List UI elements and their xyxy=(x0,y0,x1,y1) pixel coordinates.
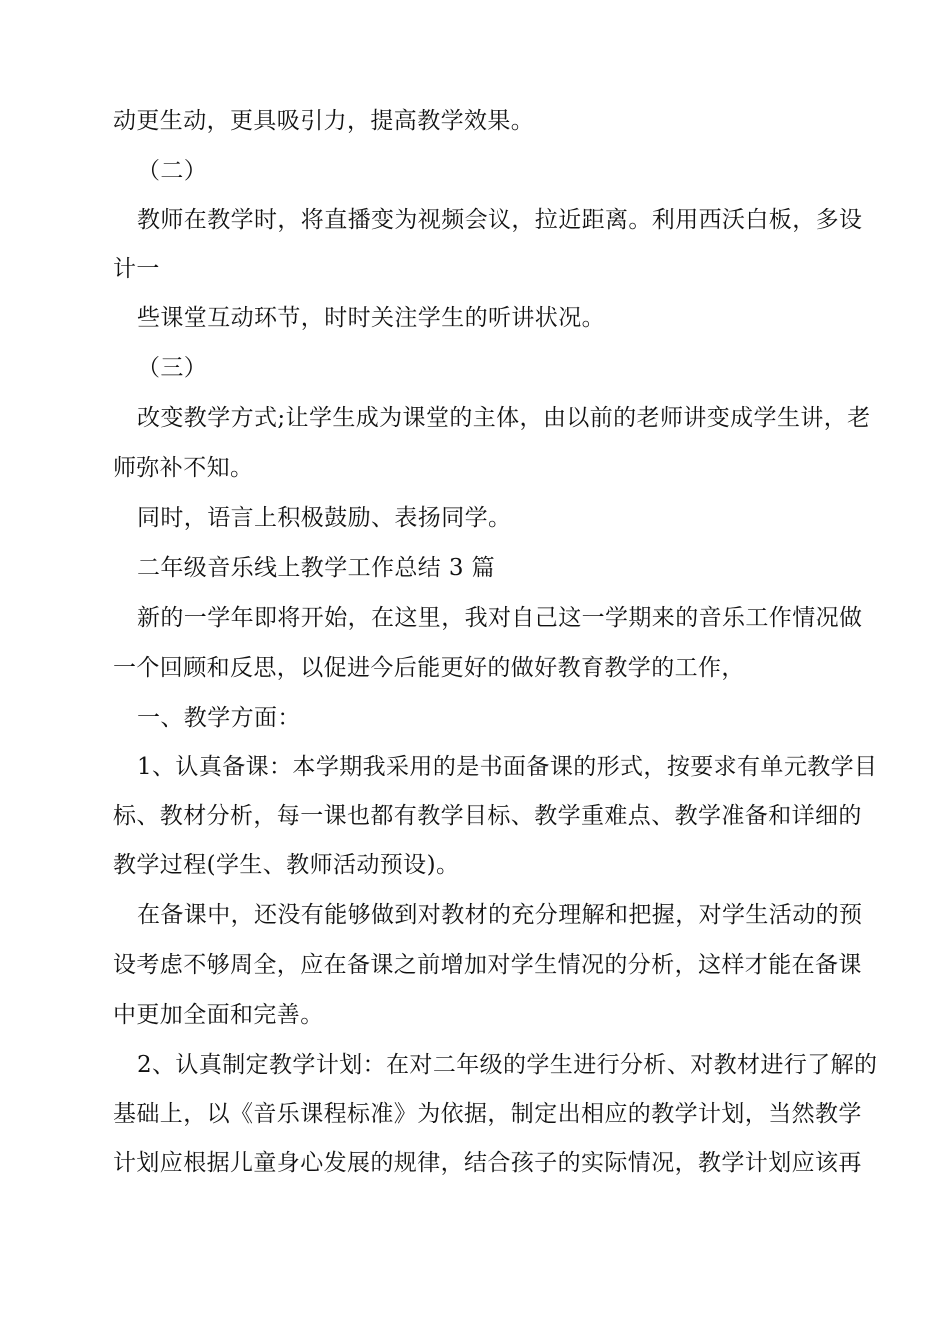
text-line: 在备课中，还没有能够做到对教材的充分理解和把握，对学生活动的预 xyxy=(137,902,863,928)
text-line: 改变教学方式;让学生成为课堂的主体，由以前的老师讲变成学生讲，老 xyxy=(137,405,871,431)
text-line: 教师在教学时，将直播变为视频会议，拉近距离。利用西沃白板，多设 xyxy=(137,207,863,233)
text-line: 教学过程(学生、教师活动预设)。 xyxy=(113,852,460,878)
text-line: 设考虑不够周全，应在备课之前增加对学生情况的分析，这样才能在备课 xyxy=(113,952,862,978)
section-marker: （三） xyxy=(137,355,208,381)
text-line: 师弥补不知。 xyxy=(113,455,254,481)
text-line: 2、认真制定教学计划：在对二年级的学生进行分析、对教材进行了解的 xyxy=(137,1052,878,1078)
text-line: 同时，语言上积极鼓励、表扬同学。 xyxy=(137,505,512,531)
subheading: 一、教学方面： xyxy=(137,705,301,731)
text-line: 些课堂互动环节，时时关注学生的听讲状况。 xyxy=(137,305,605,331)
text-line: 计一 xyxy=(113,256,160,282)
heading: 二年级音乐线上教学工作总结 3 篇 xyxy=(137,555,496,581)
text-line: 标、教材分析，每一课也都有教学目标、教学重难点、教学准备和详细的 xyxy=(113,803,862,829)
text-line: 新的一学年即将开始，在这里，我对自己这一学期来的音乐工作情况做 xyxy=(137,605,863,631)
text-line: 1、认真备课：本学期我采用的是书面备课的形式，按要求有单元教学目 xyxy=(137,754,878,780)
text-line: 一个回顾和反思，以促进今后能更好的做好教育教学的工作， xyxy=(113,655,745,681)
text-line: 计划应根据儿童身心发展的规律，结合孩子的实际情况，教学计划应该再 xyxy=(113,1150,862,1176)
text-line: 基础上，以《音乐课程标准》为依据，制定出相应的教学计划，当然教学 xyxy=(113,1101,862,1127)
text-line: 中更加全面和完善。 xyxy=(113,1002,324,1028)
text-line: 动更生动，更具吸引力，提高教学效果。 xyxy=(113,108,535,134)
section-marker: （二） xyxy=(137,158,208,184)
